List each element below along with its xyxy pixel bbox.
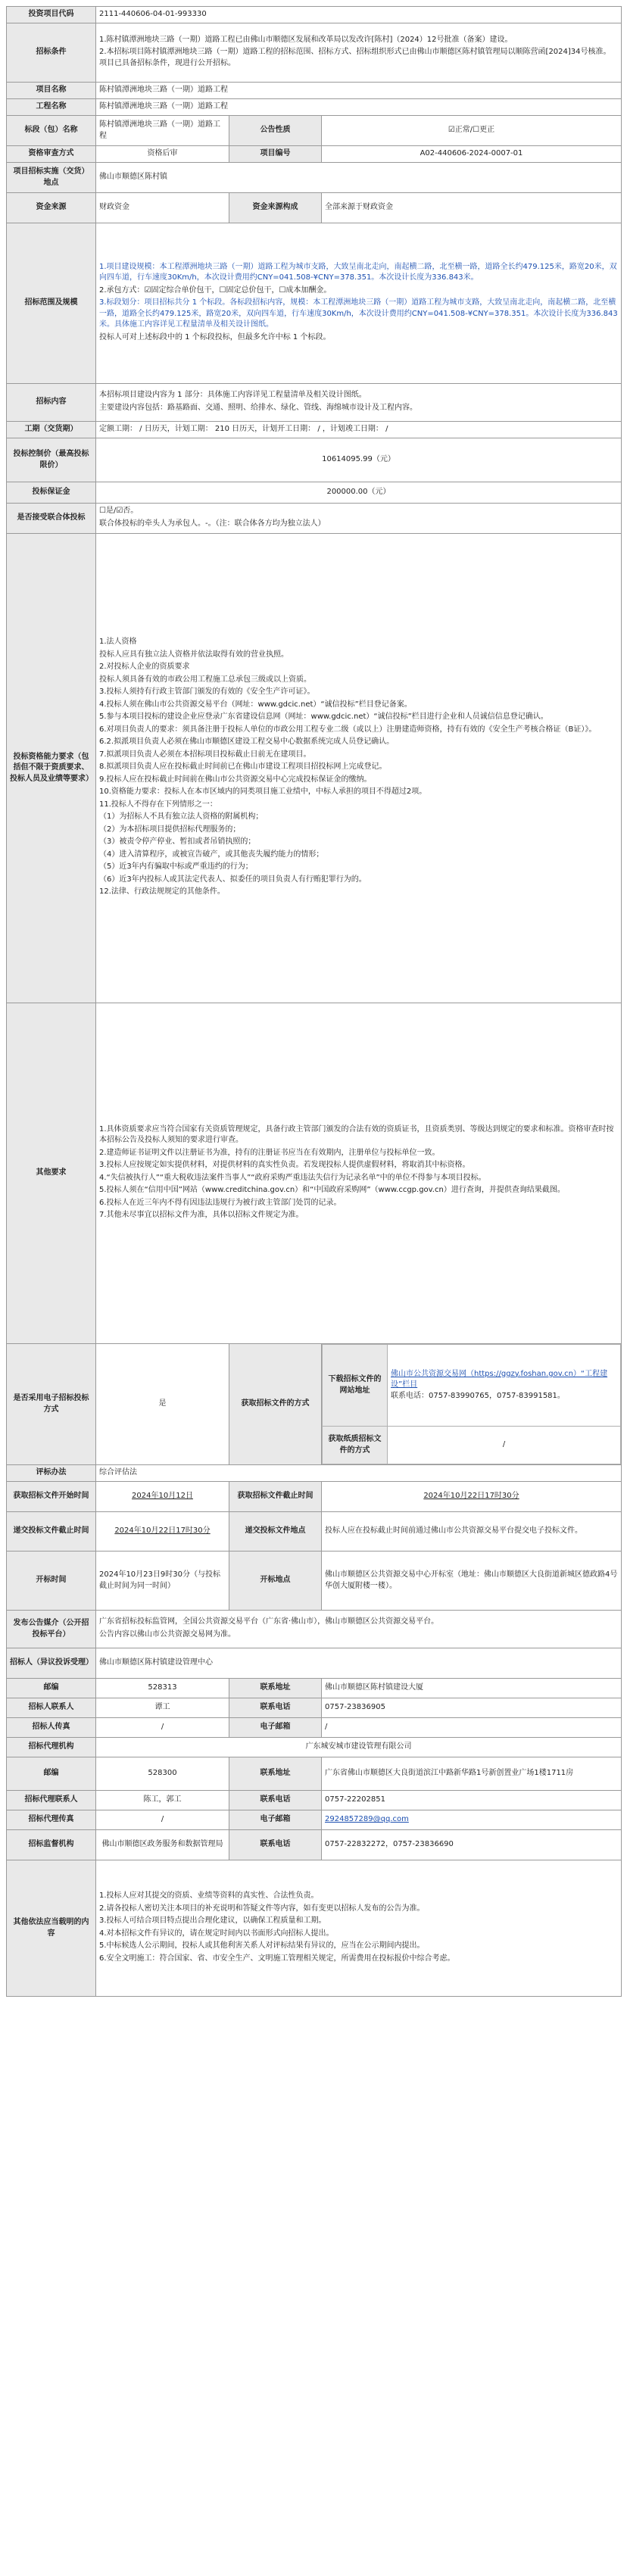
label: 电子邮箱	[229, 1718, 322, 1738]
line: 10.资格能力要求：投标人在本市区域内的同类项目施工业绩中，中标人承担的项目不得超过2项。	[99, 787, 427, 797]
row-location	[7, 163, 622, 193]
evaluation-method: 综合评估法	[96, 1465, 622, 1482]
row-time-1	[7, 1482, 622, 1512]
label: 邮编	[7, 1757, 96, 1791]
row-conditions	[7, 23, 622, 83]
value: 广东省佛山市顺德区大良街道滨江中路新华路1号新创置业广场1楼1711房	[322, 1757, 622, 1791]
value: 528300	[96, 1757, 229, 1791]
label: 项目编号	[229, 146, 322, 163]
value: /	[96, 1718, 229, 1738]
line: 3.投标人应按规定如实提供材料，对提供材料的真实性负责。若发现投标人提供虚假材料，将取消其中标资格。	[99, 1161, 470, 1169]
engineering-name: 陈村镇潭洲地块三路（一期）道路工程	[96, 99, 622, 116]
row-agency-detail	[7, 1810, 622, 1830]
row-method	[7, 1465, 622, 1482]
row-oversight	[7, 1830, 622, 1860]
submit-deadline: 2024年10月22日17时30分	[96, 1512, 229, 1552]
label: 招标代理联系人	[7, 1791, 96, 1810]
row-opening	[7, 1552, 622, 1611]
row-agency	[7, 1738, 622, 1757]
line: 投标人应具有独立法人资格并依法取得有效的营业执照。	[99, 650, 289, 659]
project-number: A02-440606-2024-0007-01	[322, 146, 622, 163]
line: 1.法人资格	[99, 638, 137, 647]
label: 招标人（异议投诉受理）	[7, 1648, 96, 1679]
row-scope	[7, 223, 622, 384]
line: （4）进入清算程序，或被宣告破产，或其他丧失履约能力的情形；	[99, 850, 324, 859]
line: 广东省招标投标监管网，全国公共资源交易平台（广东省·佛山市），佛山市顺德区公共资源交易平台。	[99, 1617, 439, 1626]
label: 下载招标文件的网站地址	[323, 1345, 388, 1427]
agency-email[interactable]: 2924857289@qq.com	[322, 1810, 622, 1830]
label: 标段（包）名称	[7, 116, 96, 146]
line: 投标人须具备有效的市政公用工程施工总承包三级或以上资质。	[99, 675, 311, 684]
tenderer: 佛山市顺德区陈村镇建设管理中心	[96, 1648, 622, 1679]
label: 工程名称	[7, 99, 96, 116]
label: 招标代理机构	[7, 1738, 96, 1757]
line: 1.具体资质要求应当符合国家有关资质管理规定，具备行政主管部门颁发的合法有效的资质证书，且资质类别、等级达到规定的要求和标准。资格审查时按本招标公告及投标人须知的要求进行审查。	[99, 1124, 614, 1144]
line: 12.法律、行政法规规定的其他条件。	[99, 887, 225, 897]
line: 9.投标人应在投标截止时间前在佛山市公共资源交易中心完成投标保证金的缴纳。	[99, 775, 372, 784]
line: 6.安全文明施工：符合国家、省、市安全生产、文明施工管理相关规定，所需费用在投标报价中综合考虑。	[99, 1954, 455, 1963]
row-engineering-name	[7, 99, 622, 116]
scope	[96, 223, 622, 384]
line: 1.投标人应对其提交的资质、业绩等资料的真实性、合法性负责。	[99, 1891, 319, 1900]
line: 1.项目建设规模：本工程潭洲地块三路（一期）道路工程为城市支路，大致呈南北走向，南起横二路，北至横一路，道路全长约479.125米，路宽20米，双向四车道，行车速度30Km/h，本次设计费用约CNY=041.508-¥CNY=378.351。本次设计长度为336.843米。	[99, 262, 617, 282]
qualifications	[96, 534, 622, 1003]
line: 7.其他未尽事宜以招标文件为准，具体以招标文件规定为准。	[99, 1211, 304, 1219]
label: 递交投标文件截止时间	[7, 1512, 96, 1552]
row-deposit	[7, 482, 622, 504]
download-phone: 联系电话：0757-83990765，0757-83991581。	[391, 1391, 565, 1400]
line: 5.参与本项目投标的建设企业应登录广东省建设信息网（网址：www.gdcic.net）“诚信投标”栏目进行企业和人员诚信信息登记确认。	[99, 713, 548, 722]
label: 公告性质	[229, 116, 322, 146]
bid-section: 陈村镇潭洲地块三路（一期）道路工程	[96, 116, 229, 146]
location: 佛山市顺德区陈村镇	[96, 163, 622, 193]
label: 发布公告媒介（公开招投标平台）	[7, 1611, 96, 1648]
consortium	[96, 504, 622, 534]
line: 6.投标人在近三年内不得有因违法违规行为被行政主管部门处罚的记录。	[99, 1198, 342, 1207]
row-agency-detail	[7, 1791, 622, 1810]
line: 2.对投标人企业的资质要求	[99, 663, 190, 672]
row-supervisor	[7, 1648, 622, 1679]
opening-time: 2024年10月23日9时30分（与投标截止时间为同一时间）	[96, 1552, 229, 1611]
row-funds	[7, 193, 622, 223]
value: 0757-23836905	[322, 1698, 622, 1718]
row-qualifications	[7, 534, 622, 1003]
line: （2）为本招标项目提供招标代理服务的；	[99, 825, 241, 834]
label: 项目招标实施（交货）地点	[7, 163, 96, 193]
value: 528313	[96, 1679, 229, 1698]
opening-place: 佛山市顺德区公共资源交易中心开标室（地址：佛山市顺德区大良街道新城区德政路4号华创大厦附楼一楼）。	[322, 1552, 622, 1611]
label: 投标控制价（最高投标限价）	[7, 438, 96, 482]
line: 2.请各投标人密切关注本项目的补充说明和答疑文件等内容，如有变更以招标人发布的公告为准。	[99, 1904, 425, 1913]
project-code: 2111-440606-04-01-993330	[96, 7, 622, 23]
publish-media	[96, 1611, 622, 1648]
row-project-name	[7, 83, 622, 99]
row-consortium	[7, 504, 622, 534]
label: 招标范围及规模	[7, 223, 96, 384]
label: 招标人传真	[7, 1718, 96, 1738]
line: 主要建设内容包括：路基路面、交通、照明、给排水、绿化、管线、海绵城市设计及工程内容。	[99, 403, 417, 412]
funds-composition: 全部来源于财政资金	[322, 193, 622, 223]
label: 其他依法应当载明的内容	[7, 1860, 96, 1997]
e-bidding: 是	[96, 1344, 229, 1465]
oversight-phone: 0757-22832272，0757-23836690	[322, 1830, 622, 1860]
line: 6.2.拟派项目负责人必须在佛山市顺德区建设工程交易中心数据系统完成人员登记确认。	[99, 738, 395, 747]
label: 联系电话	[229, 1791, 322, 1810]
tender-announcement	[6, 6, 621, 1997]
line: （5）近3年内有骗取中标或严重违约的行为；	[99, 862, 253, 872]
tender-table	[6, 6, 622, 1997]
row-notes	[7, 1860, 622, 1997]
label: 资格审查方式	[7, 146, 96, 163]
row-bid-section	[7, 116, 622, 146]
label: 联系地址	[229, 1757, 322, 1791]
label: 投资项目代码	[7, 7, 96, 23]
row-other-requirements	[7, 1003, 622, 1344]
line: 5.中标候选人公示期间，投标人或其他利害关系人对评标结果有异议的，应当在公示期间内提出。	[99, 1941, 425, 1950]
line: 5.投标人须在“信用中国”网站（www.creditchina.gov.cn）和“中国政府采购网”（www.ccgp.gov.cn）进行查询，并提供查询结果截图。	[99, 1186, 565, 1194]
row-project-code	[7, 7, 622, 23]
row-review	[7, 146, 622, 163]
label: 获取纸质招标文件的方式	[323, 1427, 388, 1464]
line: 公告内容以佛山市公共资源交易网为准。	[99, 1629, 236, 1639]
doc-start: 2024年10月12日	[96, 1482, 229, 1512]
row-contact	[7, 1698, 622, 1718]
label: 开标时间	[7, 1552, 96, 1611]
doc-access	[322, 1344, 622, 1465]
value: 陈工，郭工	[96, 1791, 229, 1810]
row-content	[7, 384, 622, 422]
value: /	[96, 1810, 229, 1830]
line: 8.拟派项目负责人应在投标截止时间前已在佛山市建设工程项目招投标网上完成登记。	[99, 763, 387, 772]
label: 招标人联系人	[7, 1698, 96, 1718]
other-requirements	[96, 1003, 622, 1344]
line: 4.对本招标文件有异议的，请在规定时间内以书面形式向招标人提出。	[99, 1929, 334, 1938]
label: 邮编	[7, 1679, 96, 1698]
line: 本招标项目建设内容为 1 部分：具体施工内容详见工程量清单及相关设计图纸。	[99, 391, 367, 399]
line: 4.投标人须在佛山市公共资源交易平台（网址：www.gdcic.net）“诚信投标”栏目登记备案。	[99, 700, 412, 709]
label: 招标内容	[7, 384, 96, 422]
agency-name: 广东城安城市建设管理有限公司	[96, 1738, 622, 1757]
value: 佛山市顺德区陈村镇建设大厦	[322, 1679, 622, 1698]
label: 是否采用电子招标投标方式	[7, 1344, 96, 1465]
line: 2.承包方式：☑固定综合单价包干，☐固定总价包干，☐成本加酬金。	[99, 285, 332, 295]
line: 3.标段划分：项目招标共分 1 个标段。各标段招标内容，规模：本工程潭洲地块三路（一期）道路工程为城市支路，大致呈南北走向，南起横二路，北至横一路，道路全长约479.125米，路宽20米，双向四车道，行车速度30Km/h，本次设计费用约CNY=041.508-¥CNY=378.351。本次设计长度为336.843米。具体施工内容详见工程量清单及相关设计图纸。	[99, 298, 618, 329]
label: 评标办法	[7, 1465, 96, 1482]
line: 2.建造师证书证明文件以注册证书为准，持有的注册证书应当在有效期内，注册单位与投标单位一致。	[99, 1148, 440, 1157]
project-name: 陈村镇潭洲地块三路（一期）道路工程	[96, 83, 622, 99]
row-time-2	[7, 1512, 622, 1552]
row-period	[7, 422, 622, 438]
ceiling-price: 10614095.99（元）	[96, 438, 622, 482]
line: （3）被责令停产停业、暂扣或者吊销执照的；	[99, 837, 256, 847]
label: 电子邮箱	[229, 1810, 322, 1830]
doc-end: 2024年10月22日17时30分	[322, 1482, 622, 1512]
value: 0757-22202851	[322, 1791, 622, 1810]
label: 招标监督机构	[7, 1830, 96, 1860]
label: 获取招标文件的方式	[229, 1344, 322, 1465]
label: 资金来源构成	[229, 193, 322, 223]
oversight-agency: 佛山市顺德区政务服务和数据管理局	[96, 1830, 229, 1860]
label: 招标条件	[7, 23, 96, 83]
line: （6）近3年内投标人或其法定代表人、拟委任的项目负责人有行贿犯罪行为的。	[99, 875, 367, 884]
period: 定额工期： / 日历天，计划工期： 210 日历天，计划开工日期： / ，计划竣工日期： /	[96, 422, 622, 438]
download-site	[388, 1345, 621, 1427]
line: 6.对项目负责人的要求：须具备注册于投标人单位的市政公用工程专业二级（或以上）注册建造师资格，持有有效的《安全生产考核合格证（B证）》。	[99, 725, 597, 734]
row-ceiling	[7, 438, 622, 482]
label: 联系地址	[229, 1679, 322, 1698]
label: 投标资格能力要求（包括但不限于资质要求、投标人员及业绩等要求）	[7, 534, 96, 1003]
label: 其他要求	[7, 1003, 96, 1344]
line: 1.陈村镇潭洲地块三路（一期）道路工程已由佛山市顺德区发展和改革局以发改许[陈村]（2024）12号批准（备案）建设。	[99, 35, 513, 44]
doc-access-table	[322, 1344, 621, 1464]
line: 11.投标人不得存在下列情形之一：	[99, 800, 217, 809]
row-contact	[7, 1679, 622, 1698]
submit-place: 投标人应在投标截止时间前通过佛山市公共资源交易平台提交电子投标文件。	[322, 1512, 622, 1552]
value: /	[322, 1718, 622, 1738]
label: 项目名称	[7, 83, 96, 99]
download-url[interactable]: 佛山市公共资源交易网（https://ggzy.foshan.gov.cn）“工程建设”栏目	[391, 1369, 608, 1389]
line: 4.“失信被执行人”“重大税收违法案件当事人”“政府采购严重违法失信行为记录名单”中的单位不得参与本项目投标。	[99, 1173, 486, 1182]
line: （1）为招标人不具有独立法人资格的附属机构；	[99, 812, 264, 822]
label: 工期（交货期）	[7, 422, 96, 438]
value: 谭工	[96, 1698, 229, 1718]
label: 招标代理传真	[7, 1810, 96, 1830]
label: 获取招标文件截止时间	[229, 1482, 322, 1512]
row-e-bidding	[7, 1344, 622, 1465]
row-contact	[7, 1718, 622, 1738]
label: 获取招标文件开始时间	[7, 1482, 96, 1512]
line: 3.投标人须持有行政主管部门颁发的有效的《安全生产许可证》。	[99, 688, 315, 697]
row-agency-detail	[7, 1757, 622, 1791]
line: 联合体投标的牵头人为承包人。-。（注：联合体各方均为独立法人）	[99, 519, 326, 528]
conditions	[96, 23, 622, 83]
paper-doc: /	[388, 1427, 621, 1464]
line: 7.拟派项目负责人必须在本招标项目投标截止日前无在建项目。	[99, 750, 311, 759]
label: 开标地点	[229, 1552, 322, 1611]
funds-source: 财政资金	[96, 193, 229, 223]
content	[96, 384, 622, 422]
deposit: 200000.00（元）	[96, 482, 622, 504]
label: 投标保证金	[7, 482, 96, 504]
label: 联系电话	[229, 1698, 322, 1718]
row-publish	[7, 1611, 622, 1648]
line: 2.本招标项目陈村镇潭洲地块三路（一期）道路工程的招标范围、招标方式、招标组织形式已由佛山市顺德区陈村镇管理局以顺陈营函[2024]34号核准。项目已具备招标条件，现进行公开招标。	[99, 48, 611, 67]
notice-type: ☑正常/☐更正	[322, 116, 622, 146]
review-method: 资格后审	[96, 146, 229, 163]
label: 联系电话	[229, 1830, 322, 1860]
label: 是否接受联合体投标	[7, 504, 96, 534]
line: ☐是/☑否。	[99, 507, 139, 515]
label: 资金来源	[7, 193, 96, 223]
line: 投标人可对上述标段中的 1 个标段投标，但最多允许中标 1 个标段。	[99, 332, 331, 341]
line: 3.投标人可结合项目特点提出合理化建议，以确保工程质量和工期。	[99, 1916, 326, 1925]
notes	[96, 1860, 622, 1997]
label: 递交投标文件地点	[229, 1512, 322, 1552]
